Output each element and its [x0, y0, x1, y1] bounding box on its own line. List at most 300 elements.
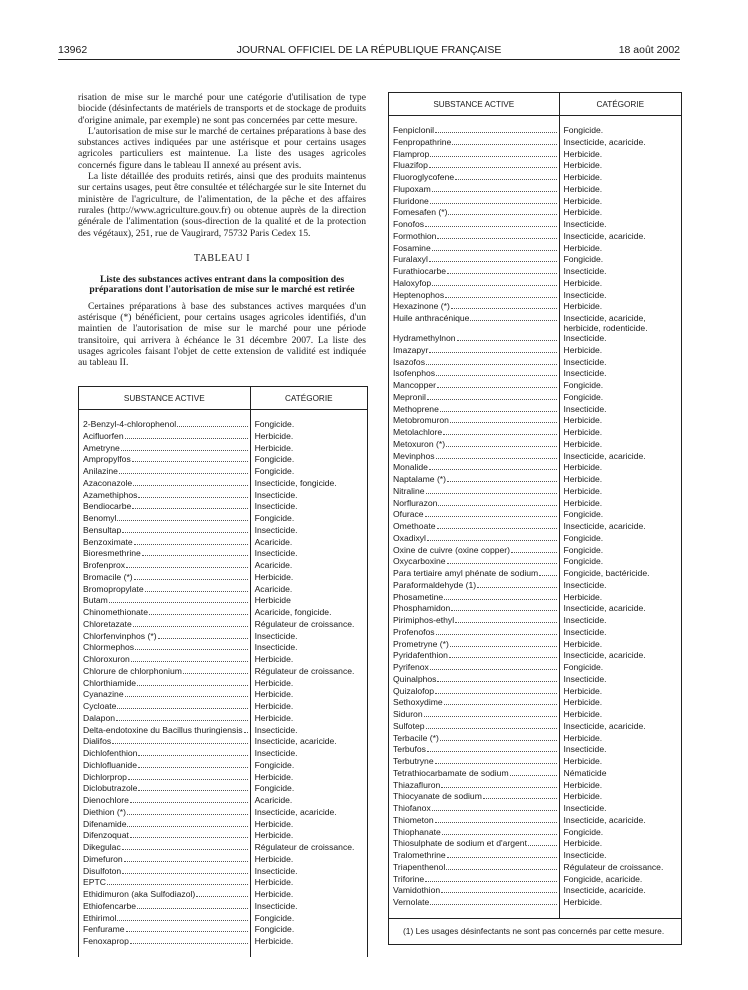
substance-name: Haloxyfop — [393, 277, 432, 288]
dot-leader — [429, 469, 557, 470]
substance-name: Isofenphos — [393, 368, 436, 379]
category-value: Herbicide. — [559, 838, 681, 850]
dot-leader — [196, 896, 247, 897]
category-value: Insecticide, acaricide. — [559, 721, 681, 733]
substance-name: Chloroxuron — [83, 654, 130, 664]
table-row — [389, 266, 681, 278]
table-row — [389, 838, 681, 850]
dot-leader — [447, 481, 556, 482]
table-row — [79, 936, 367, 948]
table-row — [389, 580, 681, 592]
substance-name: Azamethiphos — [83, 489, 138, 500]
dot-leader — [137, 685, 248, 686]
dot-leader — [429, 167, 557, 168]
substance-name: Tralomethrine — [393, 850, 446, 860]
category-value: Insecticide. — [250, 901, 367, 913]
category-value: Herbicide. — [250, 678, 367, 690]
substance-name: Fenfurame — [83, 924, 125, 935]
table-row — [389, 172, 681, 184]
substance-name: 2-Benzyl-4-chlorophenol — [83, 419, 177, 429]
substance-name: Metobromuron — [393, 415, 449, 426]
dot-leader — [437, 238, 556, 239]
category-value: Herbicide. — [559, 592, 681, 604]
dot-leader — [441, 787, 556, 788]
table-row — [79, 678, 367, 690]
substance-name: Naptalame (*) — [393, 474, 447, 484]
table-row — [389, 231, 681, 243]
substance-name: Thiophanate — [393, 826, 441, 837]
table-heading: TABLEAU I — [193, 252, 251, 264]
dot-leader — [137, 908, 248, 909]
dot-leader — [133, 626, 248, 627]
table-row — [389, 149, 681, 161]
dot-leader — [134, 544, 248, 545]
category-value: Insecticide. — [559, 744, 681, 756]
substance-name: Azaconazole — [83, 477, 133, 488]
substance-name: Dichlofluanide — [83, 759, 137, 770]
substance-name: Chlorfenvinphos (*) — [83, 630, 157, 641]
table-row — [79, 854, 367, 866]
substance-name: Omethoate — [393, 521, 436, 531]
substance-name: Vernolate — [393, 897, 430, 907]
category-value: Insecticide. — [559, 615, 681, 627]
dot-leader — [138, 755, 247, 756]
category-value: Herbicide. — [559, 897, 681, 909]
substance-name: Siduron — [393, 709, 423, 719]
category-value: Herbicide. — [559, 498, 681, 510]
category-value: Herbicide. — [559, 639, 681, 651]
substance-name: Phosphamidon — [393, 603, 451, 614]
dot-leader — [436, 375, 556, 376]
substance-name: Para tertiaire amyl phénate de sodium — [393, 568, 539, 578]
category-value: Insecticide. — [559, 674, 681, 686]
category-value: Insecticide, acaricide. — [559, 231, 681, 243]
intro-paragraph-3: La liste détaillée des produits retirés, ainsi que des produits maintenus sur certains usages, peut être consultée et téléchargée sur le site Internet du ministère de l'agriculture, de l'alimentation, de la pêche et des affaires rurales (http://www.agriculture.gouv.fr) ou obtenue auprès de la direction générale de l'alimentation (sous-direction de la qualité et de la protection des végétaux), 251, rue de Vaugirard, 75732 Paris Cedex 15. — [78, 171, 366, 239]
category-value: Herbicide. — [559, 697, 681, 709]
category-value: Insecticide. — [250, 501, 367, 513]
table-row — [389, 815, 681, 827]
dot-leader — [449, 657, 557, 658]
dot-leader — [425, 881, 556, 882]
substance-name: Cyanazine — [83, 689, 124, 700]
category-value: Insecticide, acaricide. — [559, 451, 681, 463]
table-intro-paragraph: Certaines préparations à base des substances actives marquées d'un astérisque (*) bénéficient, pour certains usages agricoles identifiés, d'un maintien de l'autorisation de mise sur le marché pour une période transitoire, qui arrivera à échéance le 31 décembre 2007. La liste des usages agricoles faisant l'objet de cette extension de validité est indiquée au tableau II. — [78, 300, 366, 369]
category-value: Fongicide. — [559, 533, 681, 545]
dot-leader — [455, 179, 556, 180]
substance-name: Fluazifop — [393, 160, 428, 171]
dot-leader — [112, 743, 247, 744]
table-row — [389, 885, 681, 897]
table-row — [79, 713, 367, 725]
category-value: Insecticide, acaricide. — [559, 650, 681, 662]
dot-leader — [116, 720, 248, 721]
category-value: Herbicide — [250, 595, 367, 607]
category-value: Insecticide. — [250, 725, 367, 737]
substance-name: Dimefuron — [83, 853, 123, 864]
table-row — [389, 674, 681, 686]
category-value: Acaricide. — [250, 795, 367, 807]
substance-name: Metoxuron (*) — [393, 438, 446, 449]
table-row — [79, 419, 367, 431]
table-row — [79, 772, 367, 784]
category-value: Acaricide. — [250, 584, 367, 596]
dot-leader — [445, 297, 556, 298]
category-value: Fongicide. — [250, 419, 367, 431]
dot-leader — [127, 814, 248, 815]
dot-leader — [109, 602, 248, 603]
table-row — [389, 639, 681, 651]
category-value: Insecticide. — [559, 219, 681, 231]
category-value: Herbicide. — [559, 709, 681, 721]
dot-leader — [440, 411, 557, 412]
table-row — [389, 196, 681, 208]
dot-leader — [131, 661, 248, 662]
category-value: Fongicide. — [250, 454, 367, 466]
dot-leader — [483, 798, 557, 799]
category-value: Herbicide. — [250, 689, 367, 701]
category-value: Herbicide. — [250, 654, 367, 666]
dot-leader — [528, 845, 557, 846]
table-row — [389, 137, 681, 149]
table-row — [389, 627, 681, 639]
table-row — [389, 662, 681, 674]
category-value: Insecticide. — [250, 866, 367, 878]
substance-name: Thiosulphate de sodium et d'argent — [393, 838, 527, 849]
substance-name: Oxycarboxine — [393, 556, 446, 567]
substance-name: Fluridone — [393, 195, 429, 206]
substance-name: Paraformaldehyde (1) — [393, 579, 477, 590]
substance-name: Dienochlore — [83, 795, 129, 805]
substance-name: Difenamide — [83, 818, 127, 829]
intro-paragraph-2: L'autorisation de mise sur le marché de certaines préparations à base des substances actives indiquées par une astérisque et pour certains usages agricoles particuliers est maintenue. La liste des usages agricoles concernés figure dans le tableau II annexé au présent avis. — [78, 125, 366, 171]
table-row — [389, 498, 681, 510]
table-row — [79, 866, 367, 878]
category-value: Insecticide. — [250, 642, 367, 654]
category-value: Insecticide. — [559, 404, 681, 416]
table-row — [389, 897, 681, 909]
dot-leader — [126, 567, 248, 568]
substance-name: Benzoximate — [83, 536, 133, 547]
substance-name: Triapenthenol — [393, 861, 446, 872]
table-row — [389, 219, 681, 231]
table-row — [389, 850, 681, 862]
category-value: Acaricide. — [250, 537, 367, 549]
category-value: Herbicide. — [559, 427, 681, 439]
page-number: 13962 — [58, 44, 88, 56]
category-value: Insecticide, fongicide. — [250, 478, 367, 490]
substance-name: Imazapyr — [393, 344, 429, 355]
substance-name: Bioresmethrine — [83, 548, 141, 559]
category-value: Herbicide. — [559, 160, 681, 172]
dot-leader — [446, 446, 556, 447]
substance-name: EPTC — [83, 877, 106, 888]
category-value: Insecticide. — [559, 803, 681, 815]
dot-leader — [539, 575, 556, 576]
dot-leader — [435, 132, 556, 133]
category-value: Fongicide. — [250, 513, 367, 525]
table-row — [79, 913, 367, 925]
dot-leader — [145, 591, 248, 592]
dot-leader — [430, 156, 556, 157]
dot-leader — [122, 532, 247, 533]
table-row — [389, 545, 681, 557]
dot-leader — [451, 308, 557, 309]
substances-table-right — [388, 92, 682, 945]
table-row — [389, 184, 681, 196]
intro-paragraph-1: risation de mise sur le marché pour une catégorie d'utilisation de type biocide (désinfectants de matériels de transports et de stockage de produits d'origine animale, par exemple) ne sont pas concernées par cette mesure. — [78, 92, 366, 126]
table-row — [389, 333, 681, 345]
substance-name: Formothion — [393, 230, 437, 241]
table-row — [79, 619, 367, 631]
table-row — [389, 243, 681, 255]
table-row — [79, 795, 367, 807]
substance-name: Fluoroglycofene — [393, 172, 455, 182]
substance-name: Profenofos — [393, 626, 435, 637]
dot-leader — [122, 849, 248, 850]
substance-name: Benomyl — [83, 513, 117, 523]
table-row — [389, 345, 681, 357]
category-value: Herbicide. — [559, 756, 681, 768]
substance-name: Huile anthracénique — [393, 313, 470, 323]
substance-name: Thiocyanate de sodium — [393, 791, 482, 802]
category-value: Insecticide, acaricide. — [559, 521, 681, 533]
category-value: Insecticide. — [250, 748, 367, 760]
table-row — [79, 501, 367, 513]
table-row — [389, 603, 681, 615]
dot-leader — [441, 892, 556, 893]
category-value: Fongicide. — [250, 466, 367, 478]
substance-name: Ethirimol — [83, 912, 117, 923]
substance-name: Bensultap — [83, 524, 122, 535]
dot-leader — [158, 638, 248, 639]
category-value: Insecticide, acaricide. — [559, 603, 681, 615]
category-value: Nématicide — [559, 768, 681, 780]
category-value: Herbicide. — [250, 889, 367, 901]
category-value: Fongicide. — [559, 125, 681, 137]
dot-leader — [432, 250, 557, 251]
substance-name: Chlorure de chlorphonium — [83, 665, 182, 676]
substance-name: Fonofos — [393, 219, 425, 229]
category-value: Régulateur de croissance. — [559, 862, 681, 874]
table-row — [389, 650, 681, 662]
substance-name: Norflurazon — [393, 497, 438, 508]
substance-name: Hydramethylnon — [393, 333, 456, 343]
table-row — [389, 874, 681, 886]
substance-name: Triforine — [393, 873, 425, 884]
dot-leader — [133, 485, 247, 486]
substance-name: Dichlofenthion — [83, 748, 138, 758]
dot-leader — [510, 775, 557, 776]
dot-leader — [444, 599, 556, 600]
dot-leader — [443, 434, 556, 435]
dot-leader — [438, 505, 556, 506]
dot-leader — [450, 646, 557, 647]
dot-leader — [452, 144, 556, 145]
dot-leader — [126, 931, 248, 932]
substance-name: Vamidothion — [393, 885, 441, 896]
table-row — [79, 760, 367, 772]
category-value: Fongicide. — [559, 827, 681, 839]
table-row — [389, 533, 681, 545]
table-row — [79, 548, 367, 560]
substance-name: Fenoxaprop — [83, 936, 129, 946]
dot-leader — [127, 826, 247, 827]
substance-name: Methoprene — [393, 403, 439, 414]
substance-name: Prometryne (*) — [393, 638, 449, 649]
table-row — [79, 478, 367, 490]
dot-leader — [430, 203, 557, 204]
substance-name: Terbacile (*) — [393, 732, 439, 743]
table-footnote: (1) Les usages désinfectants ne sont pas concernés par cette mesure. — [389, 918, 681, 944]
dot-leader — [426, 728, 557, 729]
table-row — [389, 862, 681, 874]
dot-leader — [436, 634, 557, 635]
category-value: Herbicide. — [250, 443, 367, 455]
table-row — [389, 368, 681, 380]
table-row — [389, 278, 681, 290]
category-value: Herbicide. — [250, 701, 367, 713]
table-row — [389, 509, 681, 521]
category-value: Herbicide. — [250, 819, 367, 831]
category-value: Insecticide, acaricide. — [559, 137, 681, 149]
dot-leader — [135, 649, 247, 650]
category-value: Herbicide. — [250, 830, 367, 842]
dot-leader — [117, 708, 247, 709]
table-row — [389, 709, 681, 721]
category-value: Herbicide. — [559, 345, 681, 357]
category-value: Herbicide. — [559, 415, 681, 427]
category-value: Herbicide. — [559, 278, 681, 290]
category-value: Fongicide. — [559, 545, 681, 557]
table-row — [79, 607, 367, 619]
category-value: Herbicide. — [559, 686, 681, 698]
dot-leader — [424, 716, 557, 717]
dot-leader — [436, 458, 557, 459]
category-value: Fongicide. — [250, 760, 367, 772]
substance-name: Ampropylfos — [83, 454, 131, 465]
dot-leader — [183, 673, 248, 674]
category-value: Herbicide. — [559, 474, 681, 486]
substance-name: Isazofos — [393, 356, 426, 367]
table-row — [389, 313, 681, 333]
category-value: Insecticide. — [250, 525, 367, 537]
dot-leader — [142, 555, 248, 556]
table-row — [79, 736, 367, 748]
dot-leader — [444, 704, 557, 705]
category-value: Herbicide. — [559, 196, 681, 208]
table-row — [389, 592, 681, 604]
dot-leader — [511, 552, 556, 553]
substance-name: Quinalphos — [393, 673, 437, 684]
dot-leader — [425, 516, 557, 517]
dot-leader — [447, 273, 556, 274]
table-row — [79, 431, 367, 443]
journal-title: JOURNAL OFFICIEL DE LA RÉPUBLIQUE FRANÇAISE — [236, 44, 502, 56]
table-row — [389, 404, 681, 416]
dot-leader — [128, 779, 248, 780]
table-row — [389, 474, 681, 486]
dot-leader — [437, 528, 557, 529]
substance-name: Anilazine — [83, 466, 118, 476]
substance-name: Phosametine — [393, 591, 444, 602]
table-row — [389, 744, 681, 756]
dot-leader — [122, 873, 247, 874]
table-row — [79, 666, 367, 678]
substance-name: Mancopper — [393, 380, 436, 390]
substances-table-left — [78, 386, 368, 957]
substance-name: Furalaxyl — [393, 254, 428, 265]
category-value: Insecticide. — [559, 266, 681, 278]
substance-name: Fenpropathrine — [393, 136, 452, 147]
dot-leader — [430, 904, 556, 905]
substance-name: Terbutryne — [393, 756, 434, 766]
substance-name: Bendiocarbe — [83, 501, 132, 512]
substance-name: Dichlorprop — [83, 771, 127, 782]
column-header-category: CATÉGORIE — [559, 93, 681, 116]
substance-name: Bromopropylate — [83, 583, 144, 594]
table-row — [79, 748, 367, 760]
category-value: Insecticide. — [250, 548, 367, 560]
category-value: Herbicide. — [250, 713, 367, 725]
category-value: Insecticide, acaricide. — [250, 807, 367, 819]
table-row — [389, 451, 681, 463]
category-value: Herbicide. — [559, 243, 681, 255]
substance-name: Pirimiphos-ethyl — [393, 615, 455, 625]
category-value: Insecticide. — [559, 357, 681, 369]
dot-leader — [432, 191, 557, 192]
dot-leader — [130, 943, 248, 944]
category-value: Herbicide. — [250, 877, 367, 889]
table-row — [79, 701, 367, 713]
table-row — [79, 490, 367, 502]
table-row — [79, 642, 367, 654]
dot-leader — [121, 450, 248, 451]
left-column — [78, 92, 366, 369]
substance-name: Hexazinone (*) — [393, 301, 450, 312]
dot-leader — [124, 861, 248, 862]
substance-name: Dikegulac — [83, 842, 121, 852]
category-value: Herbicide. — [559, 172, 681, 184]
substance-name: Mepronil — [393, 391, 426, 402]
dot-leader — [427, 751, 557, 752]
substance-name: Thiofanox — [393, 803, 431, 813]
dot-leader — [477, 587, 556, 588]
category-value: Fongicide, acaricide. — [559, 874, 681, 886]
dot-leader — [448, 214, 556, 215]
dot-leader — [427, 540, 557, 541]
category-value: Fongicide. — [250, 913, 367, 925]
table-row — [389, 721, 681, 733]
category-value: Herbicide. — [559, 733, 681, 745]
table-row — [389, 290, 681, 302]
table-row — [79, 595, 367, 607]
substance-name: Dialifos — [83, 736, 112, 747]
dot-leader — [138, 767, 248, 768]
issue-date: 18 août 2002 — [618, 44, 680, 56]
dot-leader — [435, 822, 557, 823]
column-header-category: CATÉGORIE — [250, 387, 367, 410]
table-row — [79, 513, 367, 525]
dot-leader — [457, 340, 557, 341]
substance-name: Chloretazate — [83, 618, 132, 629]
category-value: Fongicide. — [559, 380, 681, 392]
dot-leader — [429, 352, 556, 353]
table-row — [79, 654, 367, 666]
dot-leader — [435, 693, 556, 694]
category-value: Herbicide. — [250, 572, 367, 584]
category-value: Acaricide. — [250, 560, 367, 572]
category-value: Fongicide. — [559, 392, 681, 404]
